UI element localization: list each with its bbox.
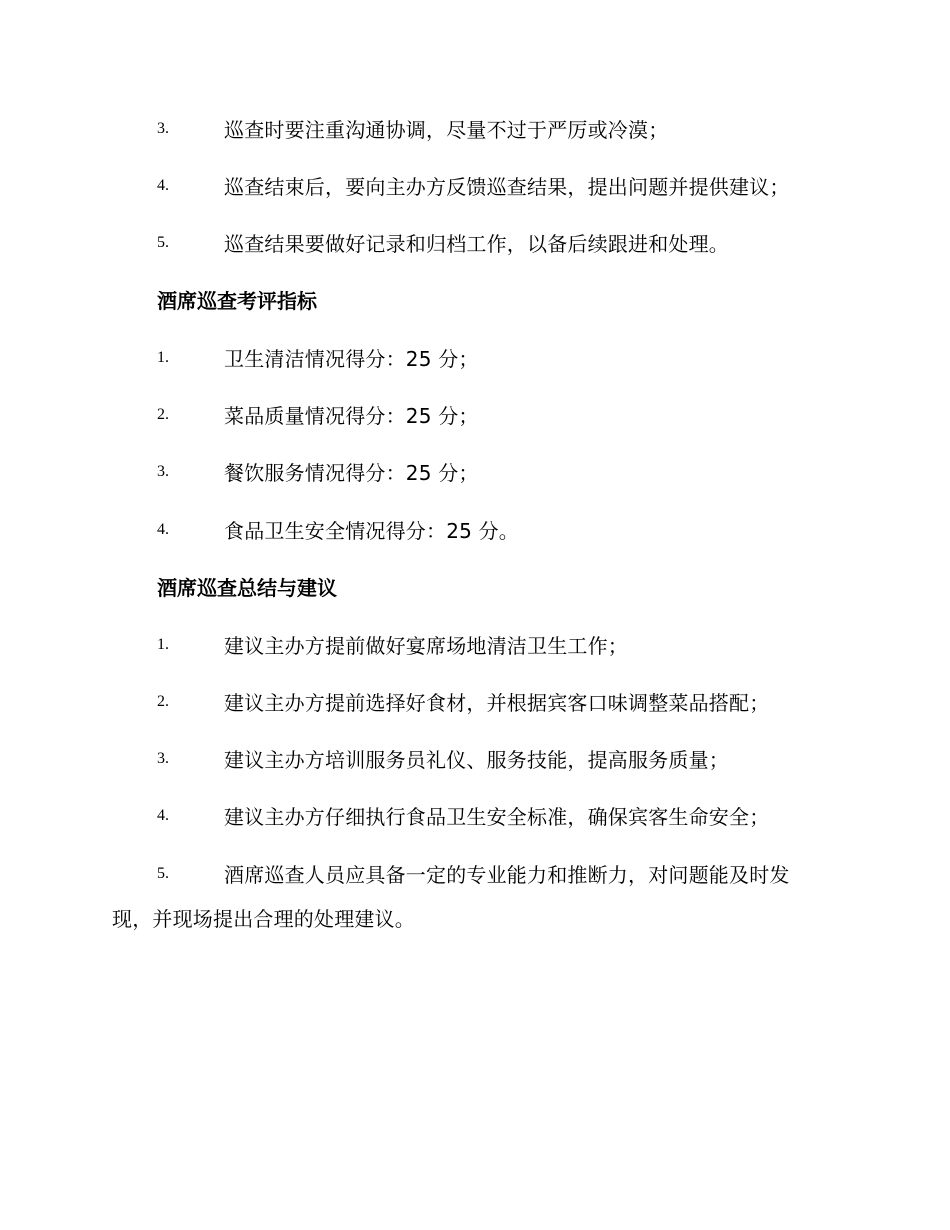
list-item [0,110,950,150]
list-number: 3. [157,463,169,480]
list-number: 2. [157,406,169,423]
list-text: 菜品质量情况得分：25 分； [224,404,479,428]
list-item [0,855,950,895]
list-number: 4. [157,807,169,824]
list-number: 4. [157,521,169,538]
list-text: 巡查结果要做好记录和归档工作，以备后续跟进和处理。 [224,232,729,256]
section-heading-summary: 酒席巡查总结与建议 [157,576,337,600]
list-number: 3. [157,120,169,137]
list-item [0,224,950,264]
list-item [0,339,950,379]
list-number: 5. [157,865,169,882]
list-text: 建议主办方仔细执行食品卫生安全标准，确保宾客生命安全； [224,805,770,829]
list-text: 建议主办方培训服务员礼仪、服务技能，提高服务质量； [224,748,729,772]
list-item [0,453,950,493]
list-item [0,511,950,551]
list-number: 5. [157,234,169,251]
list-number: 1. [157,636,169,653]
list-text: 食品卫生安全情况得分：25 分。 [224,519,520,543]
list-text: 巡查结束后，要向主办方反馈巡查结果，提出问题并提供建议； [224,175,790,199]
list-text: 建议主办方提前做好宴席场地清洁卫生工作； [224,634,628,658]
list-number: 1. [157,349,169,366]
list-text: 酒席巡查人员应具备一定的专业能力和推断力，对问题能及时发 [224,863,790,887]
list-text: 巡查时要注重沟通协调，尽量不过于严厉或冷漠； [224,118,669,142]
list-text: 餐饮服务情况得分：25 分； [224,461,479,485]
list-text-continuation: 现，并现场提出合理的处理建议。 [112,907,415,931]
list-number: 2. [157,693,169,710]
list-number: 3. [157,750,169,767]
list-item [0,683,950,723]
list-text: 建议主办方提前选择好食材，并根据宾客口味调整菜品搭配； [224,691,770,715]
list-item [0,396,950,436]
list-item [0,740,950,780]
list-item [0,797,950,837]
list-item [0,167,950,207]
list-item [0,626,950,666]
list-number: 4. [157,177,169,194]
list-text: 卫生清洁情况得分：25 分； [224,347,479,371]
section-heading-evaluation: 酒席巡查考评指标 [157,289,317,313]
